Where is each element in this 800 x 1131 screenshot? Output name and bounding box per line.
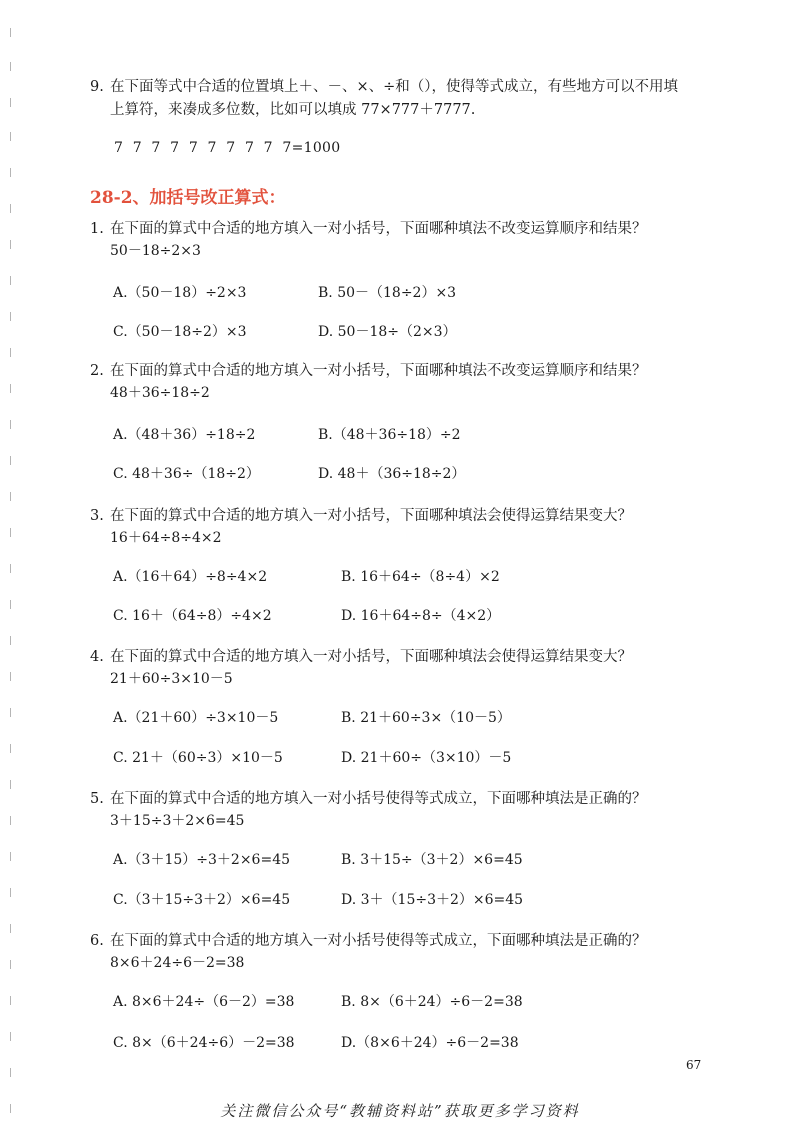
- option-d: D. 50－18÷（2×3）: [318, 324, 457, 340]
- option-d: D. 3＋（15÷3＋2）×6=45: [341, 892, 524, 908]
- option-d: D. 16＋64÷8÷（4×2）: [341, 608, 501, 624]
- question-number: 4.: [90, 649, 104, 665]
- question-number: 1.: [90, 221, 104, 237]
- question-stem: 在下面的算式中合适的地方填入一对小括号使得等式成立，下面哪种填法是正确的？: [110, 933, 647, 949]
- question-stem: 在下面的算式中合适的地方填入一对小括号，下面哪种填法会使得运算结果变大？: [110, 508, 632, 524]
- section-title: 28-2、加括号改正算式：: [90, 188, 286, 208]
- option-a: A.（3＋15）÷3＋2×6=45: [113, 852, 291, 868]
- option-a: A. 8×6＋24÷（6－2）=38: [113, 994, 295, 1010]
- question-expression: 50－18÷2×3: [110, 243, 201, 259]
- option-b: B.（48＋36÷18）÷2: [318, 427, 461, 443]
- option-a: A.（50－18）÷2×3: [113, 285, 247, 301]
- footer-note: 关注微信公众号“教辅资料站”获取更多学习资料: [220, 1102, 580, 1120]
- question-number: 5.: [90, 791, 104, 807]
- question-stem-line1: 在下面等式中合适的位置填上＋、－、×、÷和（），使得等式成立，有些地方可以不用填: [110, 79, 679, 95]
- question-9-expression: 7 7 7 7 7 7 7 7 7 7=1000: [114, 140, 341, 156]
- question-expression: 3＋15÷3＋2×6=45: [110, 813, 245, 829]
- option-a: A.（21＋60）÷3×10－5: [113, 710, 279, 726]
- question-stem: 在下面的算式中合适的地方填入一对小括号，下面哪种填法会使得运算结果变大？: [110, 649, 632, 665]
- question-expression: 21＋60÷3×10－5: [110, 671, 233, 687]
- option-b: B. 8×（6＋24）÷6－2=38: [341, 994, 523, 1010]
- option-c: C.（3＋15÷3＋2）×6=45: [113, 892, 291, 908]
- question-expression: 16＋64÷8÷4×2: [110, 530, 222, 546]
- option-c: C. 21＋（60÷3）×10－5: [113, 750, 283, 766]
- option-d: D. 21＋60÷（3×10）－5: [341, 750, 512, 766]
- question-number: 9.: [90, 79, 104, 95]
- option-b: B. 21＋60÷3×（10－5）: [341, 710, 511, 726]
- option-c: C. 48＋36÷（18÷2）: [113, 466, 260, 482]
- question-stem-line2: 上算符，来凑成多位数，比如可以填成 77×777＋7777.: [110, 102, 476, 118]
- question-5: [90, 788, 730, 832]
- option-c: C.（50－18÷2）×3: [113, 324, 247, 340]
- option-c: C. 16＋（64÷8）÷4×2: [113, 608, 272, 624]
- option-b: B. 3＋15÷（3＋2）×6=45: [341, 852, 523, 868]
- question-2: [90, 360, 730, 404]
- question-9: [90, 76, 730, 122]
- page-number: 67: [686, 1058, 702, 1072]
- question-expression: 48＋36÷18÷2: [110, 385, 210, 401]
- question-4: [90, 646, 730, 690]
- option-b: B. 50－（18÷2）×3: [318, 285, 457, 301]
- question-number: 2.: [90, 363, 104, 379]
- option-d: D. 48＋（36÷18÷2）: [318, 466, 466, 482]
- option-b: B. 16＋64÷（8÷4）×2: [341, 569, 500, 585]
- question-number: 6.: [90, 933, 104, 949]
- option-a: A.（16＋64）÷8÷4×2: [113, 569, 268, 585]
- question-3: [90, 505, 730, 549]
- question-stem: 在下面的算式中合适的地方填入一对小括号，下面哪种填法不改变运算顺序和结果？: [110, 363, 647, 379]
- question-number: 3.: [90, 508, 104, 524]
- option-c: C. 8×（6＋24÷6）－2=38: [113, 1035, 295, 1051]
- option-d: D.（8×6＋24）÷6－2=38: [341, 1035, 519, 1051]
- question-expression: 8×6＋24÷6－2=38: [110, 955, 245, 971]
- question-stem: 在下面的算式中合适的地方填入一对小括号，下面哪种填法不改变运算顺序和结果？: [110, 221, 647, 237]
- binding-margin: [6, 0, 20, 1131]
- question-1: [90, 218, 730, 262]
- question-stem: 在下面的算式中合适的地方填入一对小括号使得等式成立，下面哪种填法是正确的？: [110, 791, 647, 807]
- option-a: A.（48＋36）÷18÷2: [113, 427, 256, 443]
- question-6: [90, 930, 730, 974]
